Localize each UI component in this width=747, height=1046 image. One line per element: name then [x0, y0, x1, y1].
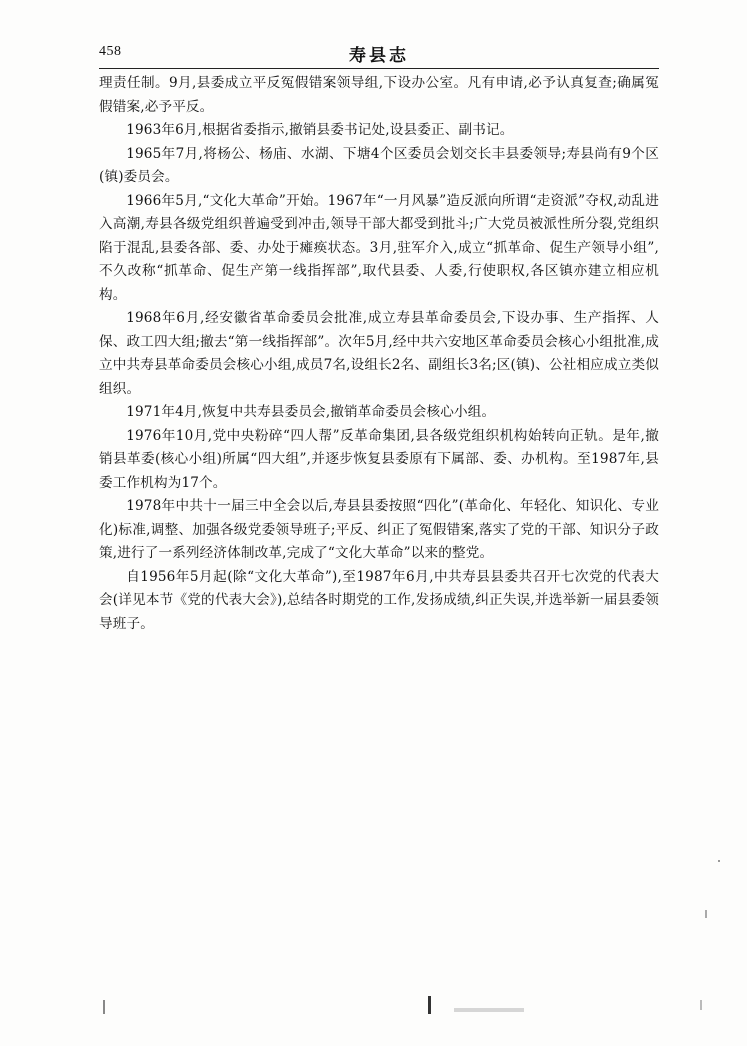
page-header	[99, 38, 659, 68]
scan-artifact	[700, 1000, 702, 1010]
paragraph-1966: 1966年5月,“文化大革命”开始。1967年“一月风暴”造反派向所谓“走资派”夺权,动乱进入高潮,寿县各级党组织普遍受到冲击,领导干部大都受到批斗;广大党员被派性所分裂,党组织陷于混乱,县委各部、委、办处于瘫痪状态。3月,驻军介入,成立“抓革命、促生产领导小组”,不久改称“抓革命、促生产第一线指挥部”,取代县委、人委,行使职权,各区镇亦建立相应机构。	[99, 192, 659, 303]
paragraph-continuation: 理责任制。9月,县委成立平反冤假错案领导组,下设办公室。凡有申请,必予认真复查;确属冤假错案,必予平反。	[99, 75, 659, 115]
paragraph-congress: 自1956年5月起(除“文化大革命”),至1987年6月,中共寿县县委共召开七次党的代表大会(详见本节《党的代表大会》),总结各时期党的工作,发扬成绩,纠正失误,并选举新一届县委领导班子。	[99, 568, 659, 632]
scan-artifact	[705, 910, 707, 918]
paragraph-1963: 1963年6月,根据省委指示,撤销县委书记处,设县委正、副书记。	[126, 122, 514, 138]
paragraph-1968: 1968年6月,经安徽省革命委员会批准,成立寿县革命委员会,下设办事、生产指挥、人保、政工四大组;撤去“第一线指挥部”。次年5月,经中共六安地区革命委员会核心小组批准,成立中共寿县革命委员会核心小组,成员7名,设组长2名、副组长3名;区(镇)、公社相应成立类似组织。	[99, 310, 659, 397]
scan-artifact	[454, 1008, 524, 1012]
paragraph-1978: 1978年中共十一届三中全会以后,寿县县委按照“四化”(革命化、年轻化、知识化、专业化)标准,调整、加强各级党委领导班子;平反、纠正了冤假错案,落实了党的干部、知识分子政策,进行了一系列经济体制改革,完成了“文化大革命”以来的整党。	[99, 498, 659, 561]
scan-artifact	[718, 860, 720, 862]
paragraph-1976: 1976年10月,党中央粉碎“四人帮”反革命集团,县各级党组织机构始转向正轨。是年,撤销县革委(核心小组)所属“四大组”,并逐步恢复县委原有下属部、委、办机构。至1987年,县委工作机构为17个。	[99, 427, 659, 491]
paragraph-1965: 1965年7月,将杨公、杨庙、水湖、下塘4个区委员会划交长丰县委领导;寿县尚有9个区(镇)委员会。	[99, 145, 659, 185]
running-title: 寿县志	[349, 46, 409, 66]
paragraph-1971: 1971年4月,恢复中共寿县委员会,撤销革命委员会核心小组。	[126, 404, 496, 420]
scan-artifact	[428, 996, 431, 1014]
body-text	[99, 72, 659, 636]
scan-artifact	[103, 1000, 105, 1014]
header-rule	[99, 68, 659, 69]
page-number: 458	[99, 44, 122, 59]
